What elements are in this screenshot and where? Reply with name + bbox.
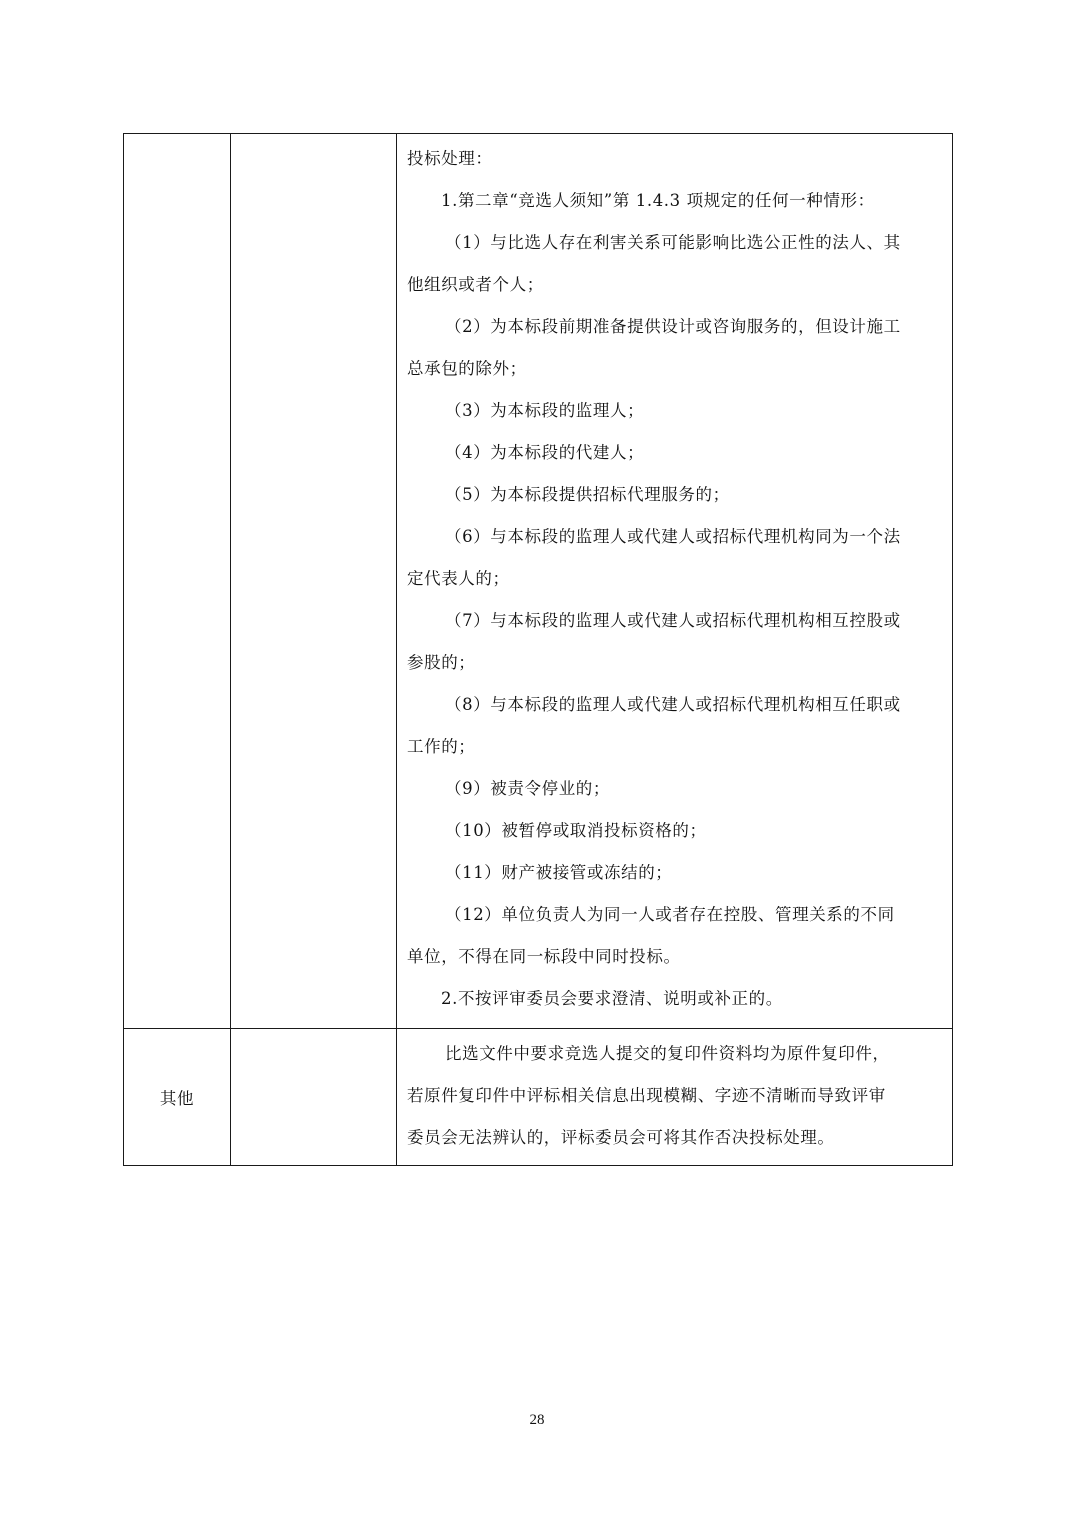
text-line: 委员会无法辨认的，评标委员会可将其作否决投标处理。	[407, 1128, 835, 1147]
text-line: （4）为本标段的代建人；	[445, 443, 645, 462]
text-line: （10）被暂停或取消投标资格的；	[445, 821, 707, 840]
text-line: （2）为本标段前期准备提供设计或咨询服务的，但设计施工	[445, 317, 901, 336]
text-line: 工作的；	[407, 737, 476, 756]
table-row	[124, 1029, 953, 1166]
text-line: （6）与本标段的监理人或代建人或招标代理机构同为一个法	[445, 527, 901, 546]
text-line: 他组织或者个人；	[407, 275, 544, 294]
standard-cell	[231, 1029, 397, 1166]
criteria-table	[123, 133, 953, 1166]
text-line: （12）单位负责人为同一人或者存在控股、管理关系的不同	[445, 905, 895, 924]
page-number: 28	[529, 1412, 545, 1428]
text-line: 2.不按评审委员会要求澄清、说明或补正的。	[441, 989, 783, 1008]
category-cell	[124, 134, 231, 1029]
text-line: 总承包的除外；	[407, 359, 527, 378]
text-line: 参股的；	[407, 653, 476, 672]
text-line: 定代表人的；	[407, 569, 510, 588]
text-line: 投标处理：	[407, 149, 493, 168]
text-line: （9）被责令停业的；	[445, 779, 610, 798]
text-line: （7）与本标段的监理人或代建人或招标代理机构相互控股或	[445, 611, 901, 630]
content-cell	[397, 1029, 953, 1166]
table-row	[124, 134, 953, 1029]
content-lines	[407, 1033, 942, 1159]
text-line: （5）为本标段提供招标代理服务的；	[445, 485, 730, 504]
text-line: 比选文件中要求竞选人提交的复印件资料均为原件复印件，	[445, 1044, 890, 1063]
text-line: 若原件复印件中评标相关信息出现模糊、字迹不清晰而导致评审	[407, 1086, 886, 1105]
text-line: （8）与本标段的监理人或代建人或招标代理机构相互任职或	[445, 695, 901, 714]
text-line: 单位，不得在同一标段中同时投标。	[407, 947, 681, 966]
text-line: （3）为本标段的监理人；	[445, 401, 645, 420]
content-lines	[407, 138, 942, 1020]
category-cell-other: 其他	[124, 1029, 231, 1166]
standard-cell	[231, 134, 397, 1029]
text-line: 1.第二章“竞选人须知”第 1.4.3 项规定的任何一种情形：	[441, 191, 875, 210]
content-cell	[397, 134, 953, 1029]
text-line: （1）与比选人存在利害关系可能影响比选公正性的法人、其	[445, 233, 901, 252]
text-line: （11）财产被接管或冻结的；	[445, 863, 673, 882]
